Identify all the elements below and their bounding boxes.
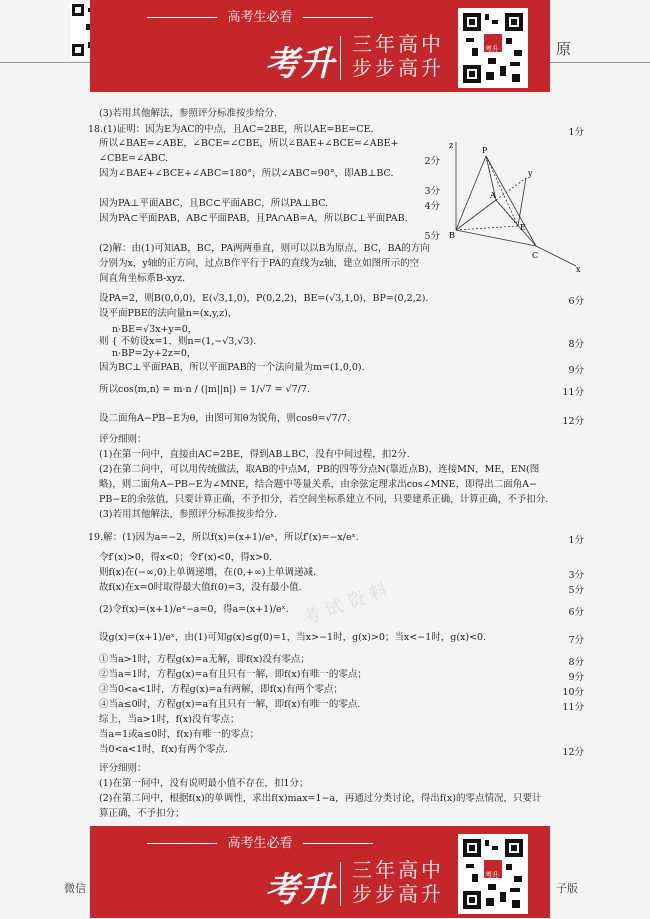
text-line: 所以∠BAE=∠ABE，∠BCE=∠CBE，所以∠BAE+∠BCE=∠ABE+: [99, 138, 399, 149]
text-line: 设PA=2，则B(0,0,0)，E(√3,1,0)，P(0,2,2)，BE=(√3,1,0)，BP=(0,2,2).: [99, 293, 429, 304]
qr-center-label: 考升: [485, 45, 499, 53]
score: 9分: [568, 365, 584, 376]
text-line: 略)，则二面角A−PB−E为∠MNE，结合题中等量关系，由余弦定理求出cos∠MNE，即得出二面角A−: [99, 479, 537, 490]
text-line: (2)在第二问中，根据f(x)的单调性，求出f(x)max=1−a，再通过分类讨论，得出f(x)的零点情况，只要计: [99, 793, 542, 804]
fig-label: x: [576, 265, 581, 273]
banner-logo: 考升: [265, 870, 335, 910]
score: 11分: [562, 702, 584, 713]
text-line: (1)在第一问中，没有说明最小值不存在，扣1分；: [99, 778, 309, 789]
fig-label: A: [490, 191, 496, 200]
score: 12分: [562, 747, 584, 758]
banner-tag-line2: 步步高升: [352, 882, 444, 906]
fig-label: P: [482, 146, 488, 155]
text-line: 设二面角A−PB−E为θ，由图可知θ为锐角，则cosθ=√7/7.: [99, 413, 350, 424]
score: 8分: [568, 657, 584, 668]
score: 8分: [568, 339, 584, 350]
score: 10分: [562, 687, 584, 698]
fig-label: C: [532, 251, 539, 260]
text-line: ③当0<a<1时，方程g(x)=a有两解，即f(x)有两个零点；: [99, 684, 343, 695]
text-line: (2)令f(x)=(x+1)/eˣ−a=0，得a=(x+1)/eˣ.: [99, 604, 289, 615]
text-line: 评分细则：: [99, 434, 147, 445]
text-line: 所以cos⟨m,n⟩ = m·n / (|m||n|) = 1/√7 = √7/7.: [99, 384, 310, 395]
text-line: 当a=1或a≤0时，f(x)有唯一的零点；: [99, 729, 260, 740]
score: 3分: [424, 186, 440, 197]
promo-banner-top[interactable]: [90, 0, 550, 92]
text-line: 因为PA⊥平面ABC，且BC⊂平面ABC，所以PA⊥BC.: [99, 198, 329, 209]
fig-label: E: [520, 223, 526, 232]
tetrahedron-figure: [446, 138, 586, 273]
fig-label: z: [449, 141, 454, 150]
score: 6分: [568, 607, 584, 618]
text-line: 分别为x，y轴的正方向，过点B作平行于PA的直线为z轴，建立如图所示的空: [99, 258, 420, 269]
score: 7分: [568, 635, 584, 646]
text-line: 设g(x)=(x+1)/eˣ，由(1)可知g(x)≤g(0)=1，当x>−1时，g(x)>0；当x<−1时，g(x)<0.: [99, 632, 487, 643]
text-line: (1)在第一问中，直接由AC=2BE，得到AB⊥BC，没有中间过程，扣2分.: [99, 449, 410, 460]
text-line: 综上，当a>1时，f(x)没有零点；: [99, 714, 240, 725]
text-line: 因为PA⊂平面PAB，AB⊂平面PAB，且PA∩AB=A，所以BC⊥平面PAB.: [99, 213, 408, 224]
text-line: 因为∠BAE+∠BCE+∠ABC=180°，所以∠ABC=90°，即AB⊥BC.: [99, 168, 394, 179]
text-line: 19.解：(1)因为a=−2，所以f(x)=(x+1)/eˣ，所以f′(x)=−x/eˣ.: [88, 532, 359, 543]
text-line: 则 { 不妨设x=1，则n=(1,−√3,√3).: [99, 336, 257, 347]
score: 1分: [568, 127, 584, 138]
text-line: 算正确，不予扣分；: [99, 808, 185, 819]
banner-tag-line2: 步步高升: [352, 56, 444, 80]
fig-label: B: [449, 231, 455, 240]
edge-text-bottom-left: 微信: [64, 882, 86, 895]
text-line: n·BE=√3x+y=0，: [112, 324, 198, 335]
text-line: (3)若用其他解法，参照评分标准按步给分.: [99, 108, 277, 119]
banner-tagline: [352, 32, 444, 80]
score: 5分: [424, 231, 440, 242]
text-line: (2)在第二问中，可以用传统做法，取AB的中点M，PB的四等分点N(靠近点B)，连接MN，ME，EN(图: [99, 464, 540, 475]
text-line: 故f(x)在x=0时取得最大值f(0)=3，没有最小值.: [99, 582, 302, 593]
score: 5分: [568, 585, 584, 596]
qr-center-label: 考升: [485, 871, 499, 879]
text-line: 设平面PBE的法向量n=(x,y,z)，: [99, 308, 238, 319]
watermark: 考 试 资 料: [299, 579, 391, 630]
text-line: (2)解：由(1)可知AB，BC，PA两两垂直，则可以以B为原点，BC，BA的方向: [99, 243, 430, 254]
text-line: ④当a≤0时，方程g(x)=a有且只有一解，即f(x)有唯一的零点.: [99, 699, 361, 710]
score: 2分: [424, 156, 440, 167]
text-line: ①当a>1时，方程g(x)=a无解，即f(x)没有零点；: [99, 654, 310, 665]
text-line: 评分细则：: [99, 763, 147, 774]
edge-text-bottom-right: 子版: [556, 882, 578, 895]
score: 3分: [568, 570, 584, 581]
text-line: 因为BC⊥平面PAB，所以平面PAB的一个法向量为m=(1,0,0).: [99, 362, 365, 373]
edge-text-top-right: 原: [556, 40, 572, 58]
text-line: 当0<a<1时，f(x)有两个零点.: [99, 744, 228, 755]
score: 9分: [568, 672, 584, 683]
banner-tag-line1: 三年高中: [352, 32, 444, 56]
text-line: ∠CBE=∠ABC.: [99, 153, 169, 164]
text-line: 则f(x)在(−∞,0)上单调递增，在(0,+∞)上单调递减.: [99, 567, 317, 578]
score: 11分: [562, 387, 584, 398]
text-line: 令f′(x)>0，得x<0；令f′(x)<0，得x>0.: [99, 552, 273, 563]
text-line: 18.(1)证明：因为E为AC的中点，且AC=2BE，所以AE=BE=CE.: [88, 124, 374, 135]
score: 12分: [562, 416, 584, 427]
banner-slogan: 高考生必看: [90, 6, 430, 25]
qr-code-icon[interactable]: [458, 8, 528, 88]
score: 4分: [424, 201, 440, 212]
text-line: n·BP=2y+2z=0，: [112, 348, 197, 359]
score: 1分: [568, 535, 584, 546]
banner-tagline: [352, 858, 444, 906]
score: 6分: [568, 296, 584, 307]
text-line: PB−E的余弦值，只要计算正确，不予扣分，若空间坐标系建立不同，只要建系正确，计算正确，不予扣分.: [99, 494, 549, 505]
text-line: ②当a=1时，方程g(x)=a有且只有一解，即f(x)有唯一的零点；: [99, 669, 367, 680]
fig-label: y: [528, 169, 533, 178]
qr-code-icon[interactable]: [458, 834, 528, 914]
banner-divider: [340, 36, 341, 80]
text-line: 间直角坐标系B-xyz.: [99, 273, 186, 284]
banner-divider: [340, 862, 341, 906]
banner-slogan: 高考生必看: [90, 832, 430, 851]
text-line: (3)若用其他解法，参照评分标准按步给分.: [99, 509, 277, 520]
banner-tag-line1: 三年高中: [352, 858, 444, 882]
banner-logo: 考升: [265, 44, 335, 84]
promo-banner-bottom[interactable]: [90, 826, 550, 918]
